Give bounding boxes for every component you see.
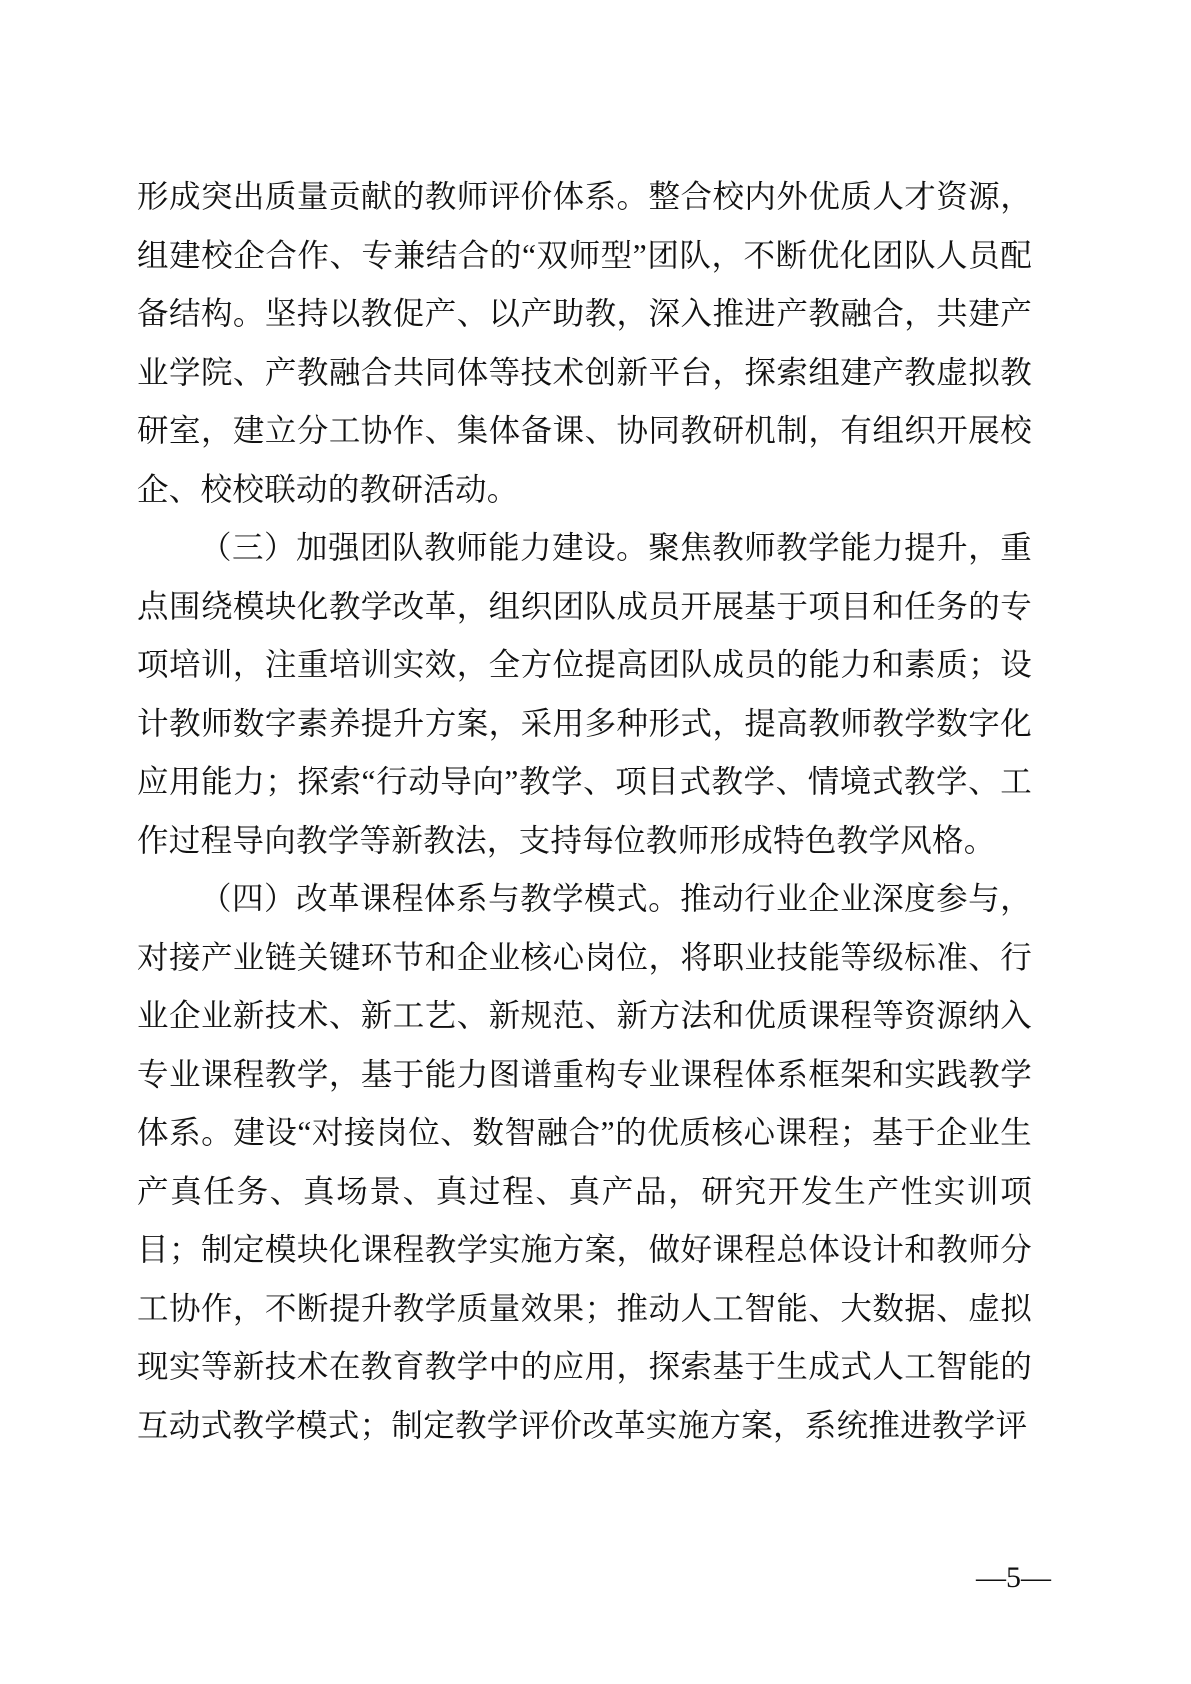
paragraph-text: 聚焦教师教学能力提升，重点围绕模块化教学改革，组织团队成员开展基于项目和任务的专项培训，注重培训实效，全方位提高团队成员的能力和素质；设计教师数字素养提升方案，采用多种形式，提高教师教学数字化应用能力；探索“行动导向”教学、项目式教学、情境式教学、工作过程导向教学等新教法，支持每位教师形成特色教学风格。 <box>137 530 1032 858</box>
paragraph-section-4 <box>137 870 1032 1455</box>
page-number: —5— <box>976 1561 1051 1594</box>
section-4-heading: （四）改革课程体系与教学模式。 <box>200 881 681 916</box>
paragraph-text: 推动行业企业深度参与，对接产业链关键环节和企业核心岗位，将职业技能等级标准、行业企业新技术、新工艺、新规范、新方法和优质课程等资源纳入专业课程教学，基于能力图谱重构专业课程体系框架和实践教学体系。建设“对接岗位、数智融合”的优质核心课程；基于企业生产真任务、真场景、真过程、真产品，研究开发生产性实训项目；制定模块化课程教学实施方案，做好课程总体设计和教师分工协作，不断提升教学质量效果；推动人工智能、大数据、虚拟现实等新技术在教育教学中的应用，探索基于生成式人工智能的互动式教学模式；制定教学评价改革实施方案，系统推进教学评 <box>137 881 1032 1443</box>
paragraph-continuation <box>137 168 1032 519</box>
section-3-heading: （三）加强团队教师能力建设。 <box>200 530 649 565</box>
paragraph-section-3 <box>137 519 1032 870</box>
paragraph-text: 形成突出质量贡献的教师评价体系。整合校内外优质人才资源，组建校企合作、专兼结合的“双师型”团队，不断优化团队人员配备结构。坚持以教促产、以产助教，深入推进产教融合，共建产业学院、产教融合共同体等技术创新平台，探索组建产教虚拟教研室，建立分工协作、集体备课、协同教研机制，有组织开展校企、校校联动的教研活动。 <box>137 179 1032 507</box>
document-body <box>137 168 1032 1455</box>
